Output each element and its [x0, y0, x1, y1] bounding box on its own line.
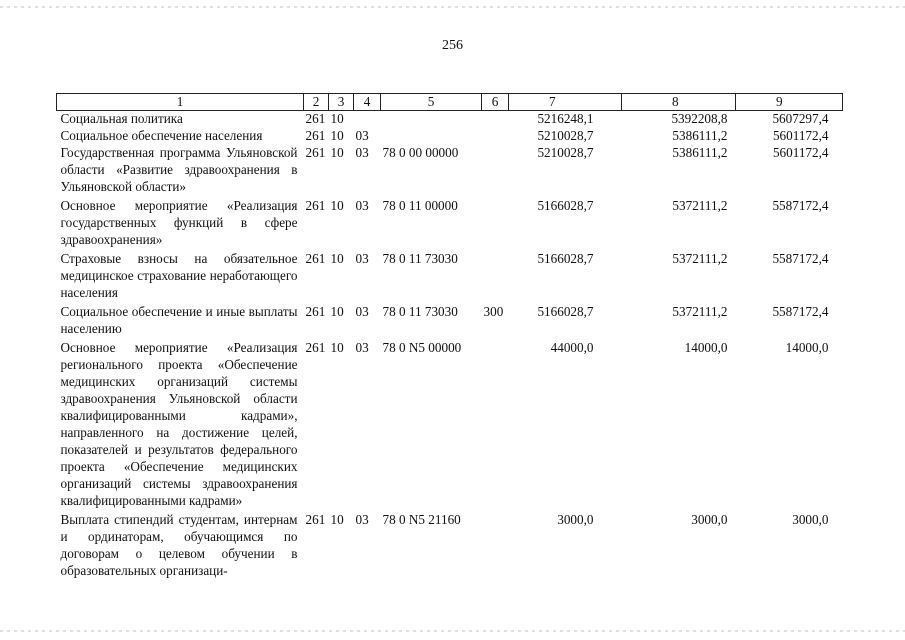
row-code-5: 78 0 11 73030	[382, 304, 458, 319]
row-value-8: 5372111,2	[672, 304, 728, 319]
table-row	[57, 144, 843, 195]
row-code-2: 261	[305, 512, 326, 527]
row-code-5: 78 0 11 73030	[382, 251, 458, 266]
row-code-3: 10	[330, 340, 344, 355]
row-code-3: 10	[330, 198, 344, 213]
table-row	[57, 509, 843, 579]
scan-artifact-bottom	[0, 630, 905, 632]
row-code-4	[354, 111, 381, 128]
row-code-4: 03	[355, 127, 369, 143]
row-name: Страховые взносы на обязательное медицинское страхование неработающего населения	[60, 251, 298, 300]
row-code-6	[482, 111, 509, 128]
scan-artifact-top	[0, 6, 905, 8]
row-code-3: 10	[330, 145, 344, 160]
table-row	[57, 301, 843, 337]
table-header-row	[57, 94, 843, 111]
row-name: Основное мероприятие «Реализация регионального проекта «Обеспечение медицинских организаций системы здравоохранения Ульяновской области квалифицированными кадрами», направленного на достижение целей, показателей и результатов федерального проекта «Обеспечение медицинских организаций системы здравоохранения квалифицированными кадрами»	[60, 340, 298, 508]
row-value-9: 5587172,4	[772, 251, 829, 266]
row-value-8: 5372111,2	[672, 251, 728, 266]
row-value-9: 5607297,4	[772, 111, 829, 126]
row-code-2: 261	[305, 251, 326, 266]
row-code-5: 78 0 00 00000	[382, 145, 459, 160]
row-value-8: 5386111,2	[672, 145, 728, 160]
row-code-6	[482, 509, 509, 579]
page-number: 256	[442, 38, 463, 53]
row-code-4: 03	[355, 145, 369, 160]
row-value-7: 5216248,1	[537, 111, 594, 126]
row-code-4: 03	[355, 304, 369, 319]
row-value-7: 3000,0	[557, 512, 594, 527]
row-value-7: 5210028,7	[537, 145, 594, 160]
table-row	[57, 248, 843, 301]
row-code-5: 78 0 N5 21160	[382, 512, 461, 527]
row-code-4: 03	[355, 251, 369, 266]
row-code-3: 10	[330, 251, 344, 266]
row-value-8: 5372111,2	[672, 198, 728, 213]
row-value-7: 5166028,7	[537, 304, 594, 319]
row-code-5	[381, 111, 482, 128]
row-code-3: 10	[330, 304, 344, 319]
row-value-8: 3000,0	[691, 512, 728, 527]
row-name: Социальная политика	[60, 111, 183, 126]
column-header: 2	[304, 94, 329, 111]
column-header: 5	[381, 94, 482, 111]
row-code-6	[482, 128, 509, 145]
row-value-9: 5587172,4	[772, 304, 829, 319]
row-value-8: 5392208,8	[671, 111, 728, 126]
row-value-9: 14000,0	[785, 340, 829, 355]
column-header: 4	[354, 94, 381, 111]
row-code-5: 78 0 N5 00000	[382, 340, 462, 355]
column-header: 8	[622, 94, 736, 111]
row-code-4: 03	[355, 340, 369, 355]
row-code-2: 261	[305, 304, 326, 319]
row-code-3: 10	[330, 127, 344, 143]
row-code-2: 261	[305, 111, 326, 126]
row-value-7: 5210028,7	[537, 127, 594, 143]
column-header: 7	[509, 94, 622, 111]
table-row	[57, 195, 843, 248]
row-code-6: 300	[483, 304, 504, 319]
column-header: 1	[57, 94, 304, 111]
row-code-5	[381, 128, 482, 145]
row-code-3: 10	[330, 512, 344, 527]
row-code-3: 10	[330, 111, 344, 126]
row-code-6	[482, 195, 509, 248]
row-value-9: 3000,0	[792, 512, 829, 527]
row-code-6	[482, 248, 509, 301]
row-name: Государственная программа Ульяновской области «Развитие здравоохранения в Ульяновской области»	[60, 145, 298, 194]
column-header: 3	[329, 94, 354, 111]
row-value-7: 5166028,7	[537, 251, 594, 266]
row-value-9: 5601172,4	[772, 127, 829, 143]
row-code-5: 78 0 11 00000	[382, 198, 458, 213]
table-row	[57, 111, 843, 128]
row-code-2: 261	[305, 198, 326, 213]
row-code-2: 261	[305, 127, 326, 143]
row-name: Социальное обеспечение населения	[60, 127, 263, 143]
row-code-6	[482, 337, 509, 509]
row-code-2: 261	[305, 145, 326, 160]
table-row	[57, 337, 843, 509]
row-value-7: 44000,0	[550, 340, 594, 355]
row-name: Основное мероприятие «Реализация государственных функций в сфере здравоохранения»	[60, 198, 298, 247]
column-header: 6	[482, 94, 509, 111]
row-name: Выплата стипендий студентам, интернам и ординаторам, обучающимся по договорам о целевом обучении в образовательных организаци-	[60, 512, 298, 578]
row-value-9: 5587172,4	[772, 198, 829, 213]
column-header: 9	[736, 94, 843, 111]
row-code-6	[482, 144, 509, 195]
row-code-4: 03	[355, 198, 369, 213]
row-value-8: 14000,0	[684, 340, 728, 355]
budget-table	[56, 93, 843, 579]
row-code-4: 03	[355, 512, 369, 527]
row-name: Социальное обеспечение и иные выплаты населению	[60, 304, 298, 336]
table-row	[57, 128, 843, 145]
row-value-9: 5601172,4	[772, 145, 829, 160]
row-value-8: 5386111,2	[672, 127, 728, 143]
row-code-2: 261	[305, 340, 326, 355]
row-value-7: 5166028,7	[537, 198, 594, 213]
